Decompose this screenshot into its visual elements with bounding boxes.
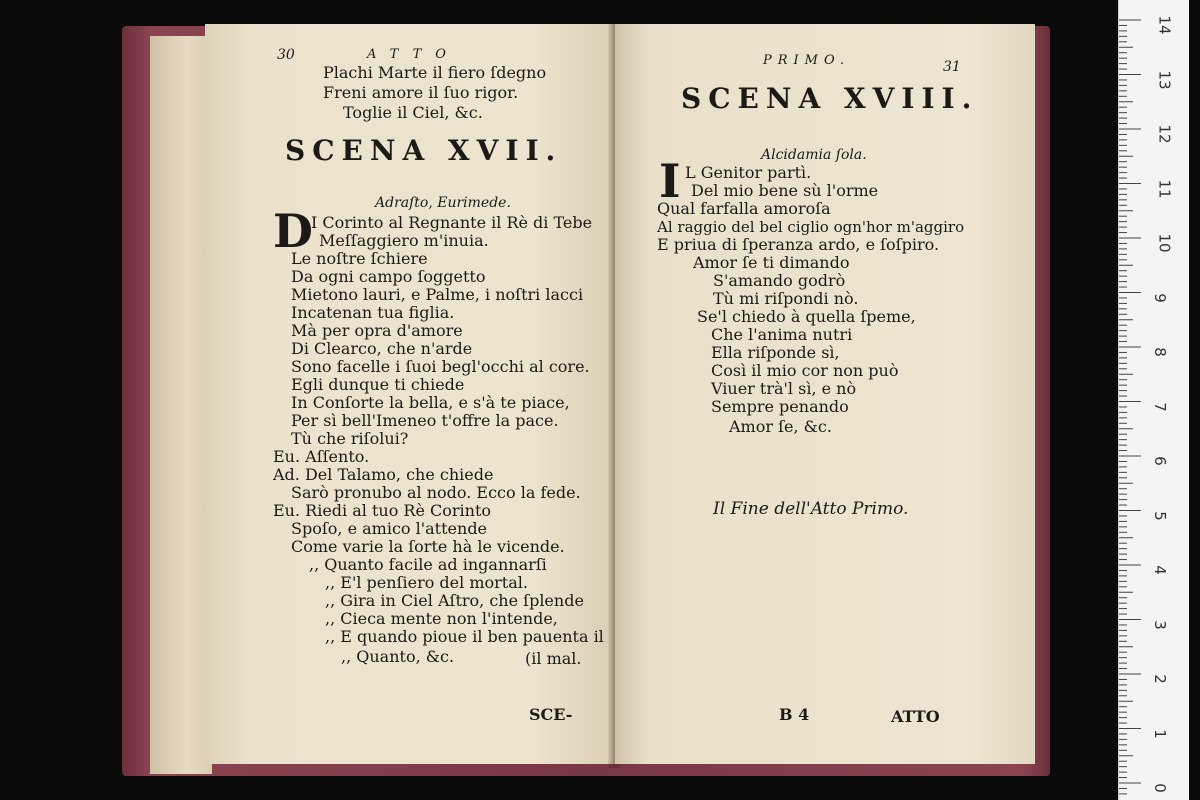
- verse-line: Incatenan tua figlia.: [291, 303, 455, 322]
- verse-line: Che l'anima nutri: [711, 325, 853, 344]
- verse-line: I Corinto al Regnante il Rè di Tebe: [311, 213, 593, 232]
- scene-title: SCENA XVIII.: [681, 82, 979, 115]
- ruler-label: 0: [1150, 783, 1169, 793]
- verse-line: Mà per opra d'amore: [291, 321, 463, 340]
- verse-line: Ad. Del Talamo, che chiede: [273, 465, 494, 484]
- verse-line: Meſſaggiero m'inuia.: [319, 231, 489, 250]
- verse-line: ,, E'l penſiero del mortal.: [325, 573, 528, 592]
- verse-line: Spoſo, e amico l'attende: [291, 519, 488, 538]
- verse-line: ,, Quanto facile ad ingannarſi: [309, 555, 547, 574]
- running-head: ATTO: [367, 47, 460, 62]
- verse-line: Amor ſe, &c.: [729, 417, 832, 436]
- verse-line: S'amando godrò: [713, 271, 846, 290]
- verse-line: In Conſorte la bella, e s'à te piace,: [291, 393, 570, 412]
- ruler-label: 3: [1150, 619, 1169, 630]
- ruler-label: 14: [1155, 15, 1174, 35]
- act-closing-line: Il Fine dell'Atto Primo.: [713, 499, 909, 519]
- verse-line: Al raggio del bel ciglio ogn'hor m'aggiro: [657, 218, 965, 236]
- verse-line: Eu. Riedi al tuo Rè Corinto: [273, 501, 492, 520]
- page-number: 30: [277, 47, 295, 63]
- verse-line: Qual farfalla amoroſa: [657, 199, 831, 218]
- verse-line: Mietono lauri, e Palme, i noſtri lacci: [291, 285, 584, 304]
- ruler-label: 7: [1150, 401, 1169, 412]
- verse-line: Tù che riſolui?: [291, 429, 409, 448]
- character-list: Alcidamia ſola.: [761, 147, 867, 163]
- ruler-label: 1: [1150, 728, 1169, 739]
- verse-line: Di Clearco, che n'arde: [291, 339, 473, 358]
- ruler-label: 8: [1150, 347, 1169, 357]
- signature-mark: B 4: [779, 705, 810, 724]
- drop-cap: D: [273, 204, 313, 258]
- ruler-label: 13: [1155, 69, 1174, 90]
- character-list: Adraſto, Eurimede.: [375, 195, 511, 211]
- verse-line: Viuer trà'l sì, e nò: [711, 379, 857, 398]
- verse-line: Da ogni campo ſoggetto: [291, 267, 486, 286]
- ruler-label: 10: [1155, 233, 1174, 253]
- verse-line: Del mio bene sù l'orme: [691, 181, 879, 200]
- verse-line: L Genitor partì.: [685, 163, 812, 182]
- verse-line: Così il mio cor non può: [711, 361, 899, 380]
- verse-line: Se'l chiedo à quella ſpeme,: [697, 307, 916, 326]
- catchword: ATTO: [891, 707, 940, 726]
- verse-line: Egli dunque ti chiede: [291, 375, 465, 394]
- verse-line: Per sì bell'Imeneo t'offre la pace.: [291, 411, 559, 430]
- verse-line: Freni amore il ſuo rigor.: [323, 83, 519, 102]
- left-page: [205, 24, 615, 764]
- verse-line: ,, Gira in Ciel Aſtro, che ſplende: [325, 591, 584, 610]
- verse-line: Ella riſponde sì,: [711, 343, 840, 362]
- verse-line: Tù mi riſpondi nò.: [713, 289, 859, 308]
- verse-line: Eu. Aſſento.: [273, 447, 370, 466]
- drop-cap: I: [659, 154, 681, 208]
- page-block-edge: [150, 36, 212, 774]
- ruler-label: 11: [1155, 178, 1174, 199]
- verse-line: ,, Cieca mente non l'intende,: [325, 609, 558, 628]
- verse-line: Le noſtre ſchiere: [291, 249, 428, 268]
- ruler-label: 2: [1150, 674, 1169, 684]
- verse-line: Sono facelle i ſuoi begl'occhi al core.: [291, 357, 590, 376]
- verse-line: E priua di ſperanza ardo, e ſoſpiro.: [657, 235, 940, 254]
- verse-line: Amor ſe ti dimando: [693, 253, 850, 272]
- ruler-label: 9: [1150, 292, 1169, 303]
- running-head: PRIMO.: [763, 53, 851, 68]
- ruler-label: 12: [1155, 124, 1174, 144]
- ruler-label: 4: [1150, 565, 1169, 575]
- verse-line: Come varie la ſorte hà le vicende.: [291, 537, 565, 556]
- verse-line: Sempre penando: [711, 397, 849, 416]
- right-page: [615, 24, 1035, 764]
- verse-line: ,, Quanto, &c.: [341, 647, 455, 666]
- measurement-ruler: [1118, 0, 1189, 800]
- verse-line: Plachi Marte il fiero ſdegno: [323, 63, 547, 82]
- ruler-label: 6: [1150, 456, 1169, 466]
- catchword: SCE-: [529, 705, 573, 724]
- verse-line: Toglie il Ciel, &c.: [343, 103, 483, 122]
- verse-line: ,, E quando pioue il ben pauenta il: [325, 627, 604, 646]
- turnover-text: (il mal.: [525, 649, 582, 668]
- ruler-label: 5: [1150, 510, 1169, 521]
- scene-title: SCENA XVII.: [285, 134, 563, 167]
- page-number: 31: [943, 59, 961, 75]
- verse-line: Sarò pronubo al nodo. Ecco la fede.: [291, 483, 581, 502]
